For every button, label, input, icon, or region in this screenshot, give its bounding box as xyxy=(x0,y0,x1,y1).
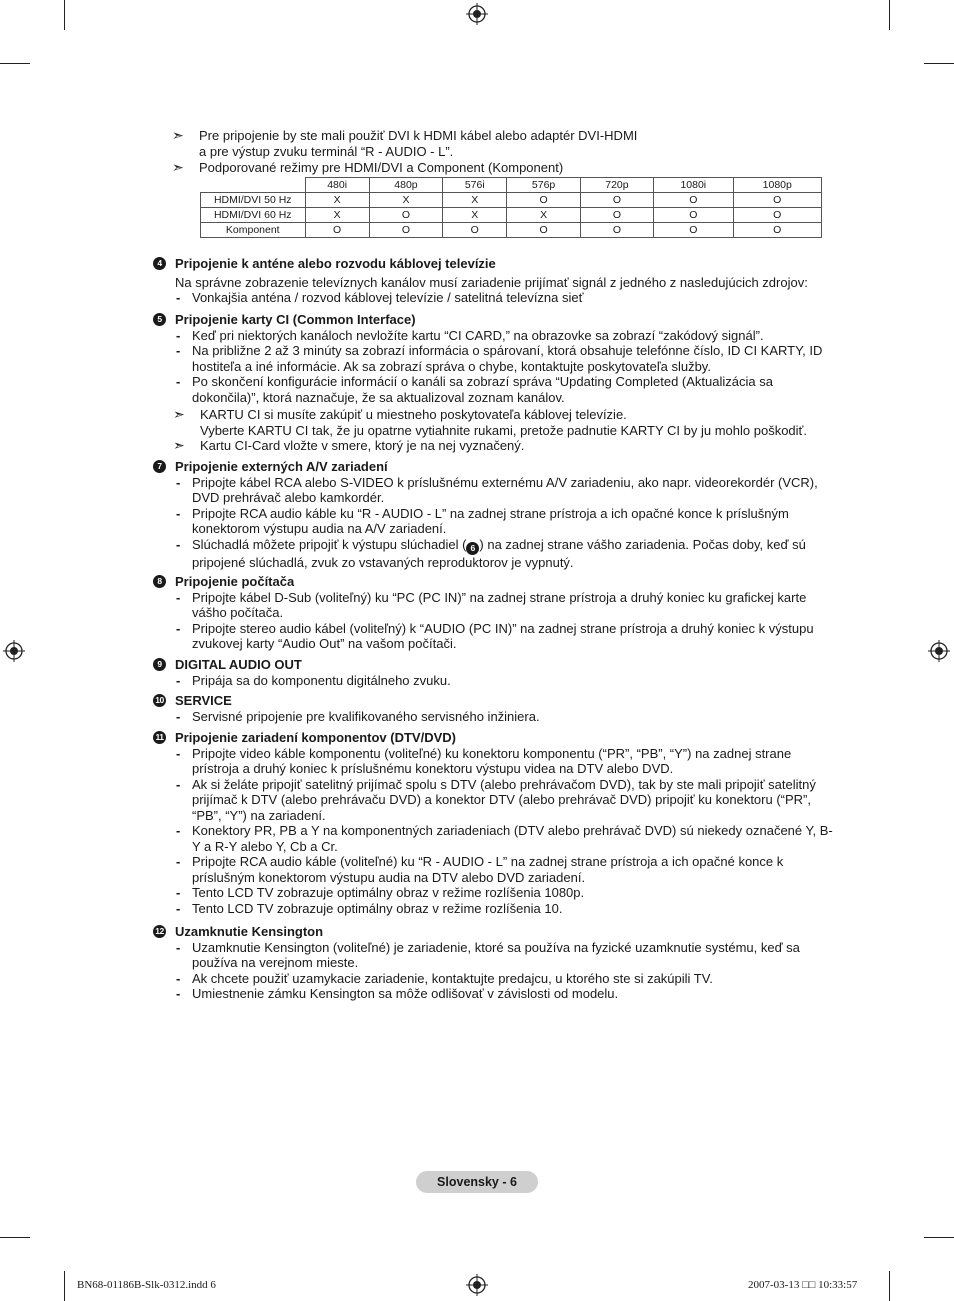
pointer-arrow-icon: ➣ xyxy=(173,406,185,422)
section-component xyxy=(153,730,833,916)
item-text: Pripojte kábel RCA alebo S-VIDEO k príslušnému externému A/V zariadeniu, ako napr. videorekordér (VCR), DVD prehrávač alebo kamkordér. xyxy=(192,474,818,505)
dash-bullet: - xyxy=(176,290,181,305)
table-cell: O xyxy=(369,223,442,238)
section-title: Uzamknutie Kensington xyxy=(175,924,324,939)
list-item xyxy=(175,986,833,1002)
section-kensington xyxy=(153,924,833,1002)
dash-bullet: - xyxy=(176,672,181,688)
supported-modes-table xyxy=(200,177,822,238)
table-cell: O xyxy=(733,208,822,223)
section-external-av xyxy=(153,459,833,570)
dash-bullet: - xyxy=(176,536,181,552)
crop-mark xyxy=(889,0,890,30)
table-cell: X xyxy=(305,193,369,208)
item-text: Pripojte stereo audio kábel (voliteľný) k “AUDIO (PC IN)” na zadnej strane prístroja a druhý koniec k výstupu zvukovej karty “Audio Out” na vašom počítači. xyxy=(192,620,814,651)
note-ci-insert xyxy=(173,438,833,454)
list-item xyxy=(175,854,833,885)
list-item xyxy=(175,290,833,306)
crop-mark xyxy=(0,63,30,64)
item-text: Servisné pripojenie pre kvalifikovaného servisného inžiniera. xyxy=(192,708,540,724)
note-supported-modes xyxy=(172,160,832,176)
dash-bullet: - xyxy=(176,343,181,358)
list-item xyxy=(175,673,833,689)
table-header: 480i xyxy=(305,178,369,193)
section-antenna xyxy=(153,256,833,306)
item-text: Konektory PR, PB a Y na komponentných zariadeniach (DTV alebo prehrávač DVD) sú niekedy označené Y, B-Y a R-Y alebo Y, Cb a Cr. xyxy=(192,823,833,854)
registration-mark-icon xyxy=(928,640,950,662)
registration-mark-icon xyxy=(466,3,488,25)
note-text: Vyberte KARTU CI tak, že ju opatrne vytiahnite rukami, pretože padnutie KARTY CI by ju mohlo poškodiť. xyxy=(200,422,808,438)
section-title: DIGITAL AUDIO OUT xyxy=(175,657,302,672)
dash-bullet: - xyxy=(176,854,181,869)
section-paragraph: Na správne zobrazenie televíznych kanálov musí zariadenie prijímať signál z jedného z nasledujúcich zdrojov: xyxy=(175,274,808,290)
section-number-badge: 4 xyxy=(153,257,166,270)
item-text: Slúchadlá môžete pripojiť k výstupu slúchadiel ( xyxy=(192,536,467,552)
table-cell: X xyxy=(443,193,507,208)
table-header: 1080p xyxy=(733,178,822,193)
pointer-arrow-icon: ➣ xyxy=(173,437,185,453)
file-slug: BN68-01186B-Slk-0312.indd 6 xyxy=(77,1279,216,1291)
item-text: Pripojte RCA audio káble (voliteľné) ku “R - AUDIO - L” na zadnej strane prístroja a ich opačné konce k príslušným konektorom výstupu audia na DTV alebo DVD zariadení. xyxy=(192,854,784,885)
date-slug: 2007-03-13 □□ 10:33:57 xyxy=(748,1279,858,1291)
table-header: 480p xyxy=(369,178,442,193)
row-label: HDMI/DVI 50 Hz xyxy=(201,193,306,208)
item-text: Uzamknutie Kensington (voliteľné) je zariadenie, ktoré sa používa na fyzické uzamknutie systému, keď sa používa na verejnom mieste. xyxy=(192,939,800,970)
section-title: Pripojenie zariadení komponentov (DTV/DVD) xyxy=(175,730,456,745)
section-number-badge: 7 xyxy=(153,460,166,473)
list-item xyxy=(175,621,833,652)
note-text: Podporované režimy pre HDMI/DVI a Component (Komponent) xyxy=(199,160,564,175)
section-pc xyxy=(153,574,833,652)
dash-bullet: - xyxy=(176,900,181,916)
table-header: 720p xyxy=(580,178,653,193)
section-digital-audio xyxy=(153,657,833,688)
dash-bullet: - xyxy=(176,589,181,605)
item-text: Pripojte video káble komponentu (voliteľné) ku konektoru komponentu (“PR”, “PB”, “Y”) na zadnej strane prístroja a druhý koniec k príslušnému konektoru výstupu videa na DTV alebo DVD. xyxy=(192,745,792,776)
table-cell: O xyxy=(305,223,369,238)
dash-bullet: - xyxy=(176,327,181,343)
crop-mark xyxy=(64,1271,65,1301)
note-text: Pre pripojenie by ste mali použiť DVI k HDMI kábel alebo adaptér DVI-HDMI xyxy=(199,128,638,143)
table-cell: O xyxy=(580,208,653,223)
table-cell: X xyxy=(443,208,507,223)
note-text: KARTU CI si musíte zakúpiť u miestneho poskytovateľa káblovej televízie. xyxy=(200,407,627,422)
table-header-row xyxy=(201,178,822,193)
registration-mark-icon xyxy=(3,640,25,662)
table-cell: O xyxy=(580,223,653,238)
dash-bullet: - xyxy=(176,823,181,838)
table-cell: O xyxy=(654,193,733,208)
section-title: SERVICE xyxy=(175,693,232,708)
list-item xyxy=(175,590,833,621)
table-header: 1080i xyxy=(654,178,733,193)
item-text: Keď pri niektorých kanáloch nevložíte kartu “CI CARD,” na obrazovke sa zobrazí “zakódový signál”. xyxy=(192,327,764,343)
note-text: a pre výstup zvuku terminál “R - AUDIO - L”. xyxy=(199,143,454,159)
table-cell: O xyxy=(654,208,733,223)
dash-bullet: - xyxy=(176,745,181,761)
item-text: ) na zadnej strane vášho zariadenia. Počas doby, keď sú pripojené slúchadlá, zvuk zo vstavaných reproduktorov je vypnutý. xyxy=(192,536,806,570)
table-corner xyxy=(201,178,306,193)
list-item xyxy=(175,506,833,537)
list-item xyxy=(175,940,833,971)
dash-bullet: - xyxy=(176,885,181,900)
table-cell: O xyxy=(733,223,822,238)
dash-bullet: - xyxy=(176,620,181,636)
table-cell: O xyxy=(733,193,822,208)
row-label: Komponent xyxy=(201,223,306,238)
list-item xyxy=(175,709,833,725)
table-cell: O xyxy=(507,223,580,238)
table-cell: O xyxy=(654,223,733,238)
dash-bullet: - xyxy=(176,374,181,389)
section-number-badge: 12 xyxy=(153,925,166,938)
dash-bullet: - xyxy=(176,939,181,955)
note-dvi-hdmi xyxy=(172,128,832,159)
section-number-badge: 9 xyxy=(153,658,166,671)
list-item xyxy=(175,328,833,344)
pointer-arrow-icon: ➣ xyxy=(172,127,184,143)
dash-bullet: - xyxy=(176,505,181,521)
table-header: 576p xyxy=(507,178,580,193)
item-text: Tento LCD TV zobrazuje optimálny obraz v režime rozlíšenia 1080p. xyxy=(192,885,585,900)
section-number-badge: 8 xyxy=(153,575,166,588)
table-row xyxy=(201,193,822,208)
list-item xyxy=(175,901,833,917)
list-item xyxy=(175,971,833,987)
table-cell: O xyxy=(443,223,507,238)
inline-number-badge: 6 xyxy=(466,542,479,555)
table-header: 576i xyxy=(443,178,507,193)
table-row xyxy=(201,223,822,238)
dash-bullet: - xyxy=(176,970,181,986)
item-text: Ak chcete použiť uzamykacie zariadenie, kontaktujte predajcu, u ktorého ste si zakúpili TV. xyxy=(192,970,713,986)
section-title: Pripojenie karty CI (Common Interface) xyxy=(175,312,416,327)
dash-bullet: - xyxy=(176,776,181,792)
list-item xyxy=(175,475,833,506)
registration-mark-icon xyxy=(466,1274,488,1296)
item-text: Umiestnenie zámku Kensington sa môže odlišovať v závislosti od modelu. xyxy=(192,986,619,1001)
page-number-badge: Slovensky - 6 xyxy=(416,1171,538,1193)
section-ci-card xyxy=(153,312,833,454)
table-row xyxy=(201,208,822,223)
item-text: Ak si želáte pripojiť satelitný prijímač spolu s DTV (alebo prehrávačom DVD), tak by ste mali pripojiť satelitný prijímač k DTV (alebo prehrávaču DVD) a konektor DTV (alebo prehrávač DVD) pripojiť ku konektoru (“PR”, “PB”, “Y”) na zariadení. xyxy=(192,776,816,823)
list-item xyxy=(175,885,833,901)
item-text: Pripojte kábel D-Sub (voliteľný) ku “PC (PC IN)” na zadnej strane prístroja a druhý koniec ku grafickej karte vášho počítača. xyxy=(192,589,807,620)
item-text: Vonkajšia anténa / rozvod káblovej televízie / satelitná televízna sieť xyxy=(192,290,584,305)
item-text: Po skončení konfigurácie informácií o kanáli sa zobrazí správa “Updating Completed (Aktualizácia sa dokončila)”, ktorá naznačuje, že sa aktualizoval zoznam kanálov. xyxy=(192,374,773,405)
list-item xyxy=(175,823,833,854)
item-text: Pripojte RCA audio káble ku “R - AUDIO - L” na zadnej strane prístroja a ich opačné konce k príslušným konektorom výstupu audia na A/V zariadení. xyxy=(192,505,789,536)
list-item xyxy=(175,343,833,374)
note-text: Kartu CI-Card vložte v smere, ktorý je na nej vyznačený. xyxy=(200,438,525,453)
table-cell: O xyxy=(507,193,580,208)
section-title: Pripojenie počítača xyxy=(175,574,295,589)
section-service xyxy=(153,693,833,724)
section-number-badge: 5 xyxy=(153,313,166,326)
crop-mark xyxy=(64,0,65,30)
table-cell: X xyxy=(369,193,442,208)
table-cell: O xyxy=(580,193,653,208)
section-number-badge: 10 xyxy=(153,694,166,707)
dash-bullet: - xyxy=(176,986,181,1001)
section-number-badge: 11 xyxy=(153,731,166,744)
table-cell: X xyxy=(507,208,580,223)
item-text: Na približne 2 až 3 minúty sa zobrazí informácia o spárovaní, ktorá obsahuje telefónne číslo, ID CI KARTY, ID hostiteľa a iné informácie. Ak sa zobrazí správa o chybe, kontaktujte poskytovateľa služby. xyxy=(192,343,823,374)
item-text: Pripája sa do komponentu digitálneho zvuku. xyxy=(192,672,451,688)
table-cell: O xyxy=(369,208,442,223)
crop-mark xyxy=(924,63,954,64)
crop-mark xyxy=(889,1271,890,1301)
dash-bullet: - xyxy=(176,708,181,724)
list-item xyxy=(175,537,833,571)
section-title: Pripojenie k anténe alebo rozvodu káblovej televízie xyxy=(175,256,496,271)
table-cell: X xyxy=(305,208,369,223)
list-item xyxy=(175,746,833,777)
row-label: HDMI/DVI 60 Hz xyxy=(201,208,306,223)
crop-mark xyxy=(0,1237,30,1238)
pointer-arrow-icon: ➣ xyxy=(172,159,184,175)
section-title: Pripojenie externých A/V zariadení xyxy=(175,459,388,474)
list-item xyxy=(175,777,833,824)
crop-mark xyxy=(924,1237,954,1238)
item-text: Tento LCD TV zobrazuje optimálny obraz v režime rozlíšenia 10. xyxy=(192,900,563,916)
dash-bullet: - xyxy=(176,474,181,490)
note-ci-purchase xyxy=(173,407,833,438)
list-item xyxy=(175,374,833,405)
